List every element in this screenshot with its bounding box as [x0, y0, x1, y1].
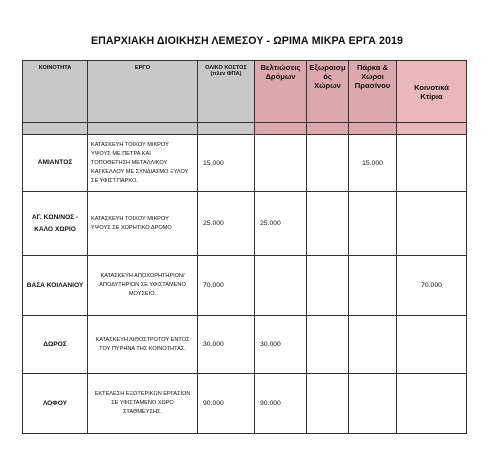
roads-cell: 25.000: [255, 192, 307, 256]
project-cell: ΚΑΤΑΣΚΕΥΗ ΑΠΟΧΩΡΗΤΗΡΙΩΝ/ ΑΠΟΔΥΤΗΡΙΩΝ ΣΕ ΥΦΙΣΤΑΜΕΝΟ ΜΟΥΣΕΙΟ.: [88, 256, 198, 316]
header-project: ΕΡΓΟ: [88, 61, 198, 123]
roads-cell: 90.000: [255, 374, 307, 434]
spaces-cell: [307, 192, 349, 256]
community-cell: ΑΓ. ΚΩΝ/ΝΟΣ - ΚΑΛΟ ΧΩΡΙΟ: [23, 192, 88, 256]
spaces-cell: [307, 256, 349, 316]
buildings-cell: [397, 192, 467, 256]
buildings-cell: [397, 135, 467, 192]
parks-cell: [349, 374, 397, 434]
buildings-cell: 70.000: [397, 256, 467, 316]
table-band-row: [23, 123, 467, 135]
total-cost-cell: 90.000: [198, 374, 255, 434]
header-space-beautification: Εξωραισμ ός Χώρων: [307, 61, 349, 123]
community-cell: ΒΑΣΑ ΚΟΙΛΑΝΙΟΥ: [23, 256, 88, 316]
band-cell: [88, 123, 198, 135]
roads-cell: 30.000: [255, 316, 307, 374]
table-row: [23, 316, 467, 374]
project-cell: ΚΑΤΑΣΚΕΥΗ ΛΙΘΟΣΤΡΩΤΟΥ ΕΝΤΟΣ ΤΟΥ ΠΥΡΗΝΑ ΤΗΣ ΚΟΙΝΟΤΗΤΑΣ.: [88, 316, 198, 374]
buildings-cell: [397, 316, 467, 374]
table-row: [23, 256, 467, 316]
parks-cell: [349, 256, 397, 316]
band-cell: [198, 123, 255, 135]
spaces-cell: [307, 135, 349, 192]
projects-table: [22, 60, 467, 434]
parks-cell: [349, 316, 397, 374]
band-cell: [397, 123, 467, 135]
table-row: [23, 374, 467, 434]
table-row: [23, 135, 467, 192]
parks-cell: [349, 192, 397, 256]
roads-cell: [255, 135, 307, 192]
community-cell: ΛΟΦΟΥ: [23, 374, 88, 434]
band-cell: [307, 123, 349, 135]
parks-cell: 15.000: [349, 135, 397, 192]
total-cost-cell: 15.000: [198, 135, 255, 192]
header-community: ΚΟΙΝΟΤΗΤΑ: [23, 61, 88, 123]
band-cell: [23, 123, 88, 135]
total-cost-cell: 30.000: [198, 316, 255, 374]
header-total-cost: ΟΛΙΚΟ ΚΟΣΤΟΣ (πλεν ΦΠΑ): [198, 61, 255, 123]
buildings-cell: [397, 374, 467, 434]
header-road-improvements: Βελτιώσεις Δρόμων: [255, 61, 307, 123]
project-cell: ΚΑΤΑΣΚΕΥΗ ΤΟΙΧΟΥ ΜΙΚΡΟΥ ΥΨΟΥΣ ΜΕ ΠΕΤΡΑ ΚΑΙ ΤΟΠΟΘΕΤΗΣΗ ΜΕΤΑΛΛΙΚΟΥ ΚΑΓΚΕΛΛΟΥ ΜΕ ΣΥΝΔΙΑΣΜΟ ΞΥΛΟΥ ΣΕ ΥΦΙΣΤ.ΠΑΡΚΟ.: [88, 135, 198, 192]
spaces-cell: [307, 374, 349, 434]
spaces-cell: [307, 316, 349, 374]
project-cell: ΚΑΤΑΣΚΕΥΗ ΤΟΙΧΟΥ ΜΙΚΡΟΥ ΥΨΟΥΣ ΣΕ ΧΩΡΗΤΙΚΟ ΔΡΟΜΟ: [88, 192, 198, 256]
total-cost-cell: 25.000: [198, 192, 255, 256]
band-cell: [349, 123, 397, 135]
table-header-row: [23, 61, 467, 123]
community-cell: ΔΩΡΟΣ: [23, 316, 88, 374]
document-title: ΕΠΑΡΧΙΑΚΗ ΔΙΟΙΚΗΣΗ ΛΕΜΕΣΟΥ - ΩΡΙΜΑ ΜΙΚΡΑ ΕΡΓΑ 2019: [90, 35, 404, 47]
header-parks-green-spaces: Πάρκα & Χώροι Πρασίνου: [349, 61, 397, 123]
total-cost-cell: 70.000: [198, 256, 255, 316]
roads-cell: [255, 256, 307, 316]
band-cell: [255, 123, 307, 135]
community-cell: ΑΜΙΑΝΤΟΣ: [23, 135, 88, 192]
table-row: [23, 192, 467, 256]
project-cell: ΕΚΤΕΛΕΣΗ ΕΞΩΤΕΡΙΚΩΝ ΕΡΓΑΣΙΩΝ ΣΕ ΥΦΙΣΤΑΜΕΝΟ ΧΩΡΟ ΣΤΑΘΜΕΥΣΗΣ.: [88, 374, 198, 434]
header-community-buildings: Κοινοτικά Κτίρια: [397, 61, 467, 123]
